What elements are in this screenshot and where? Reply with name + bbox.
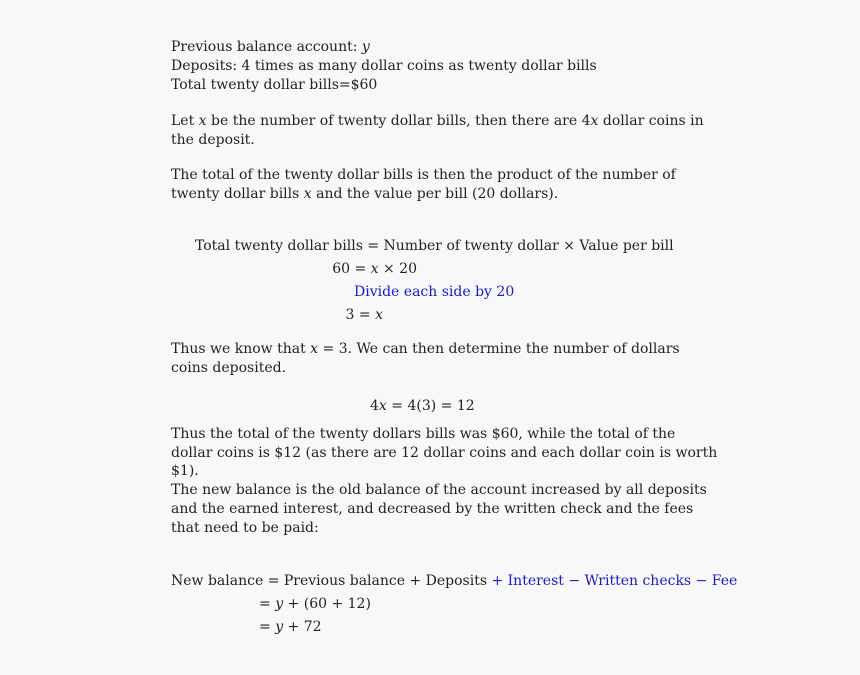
equation-3-row-1 xyxy=(171,572,737,591)
paragraph-4-line-6: that need to be paid: xyxy=(171,520,319,536)
total-bills-line: Total twenty dollar bills=$60 xyxy=(171,77,378,93)
text-span: dollar coins in xyxy=(598,113,704,129)
variable-x: x xyxy=(375,307,383,323)
variable-x: x xyxy=(590,113,599,129)
previous-balance-line xyxy=(171,38,370,57)
paragraph-1-line-1 xyxy=(171,112,704,131)
text-span: and the value per bill (20 dollars). xyxy=(311,186,559,202)
paragraph-3-line-1 xyxy=(171,340,680,359)
paragraph-1-line-2: the deposit. xyxy=(171,132,255,148)
text-span: 3 = xyxy=(345,307,376,323)
paragraph-4-line-1: Thus the total of the twenty dollars bills was $60, while the total of the xyxy=(171,426,676,442)
equation-2 xyxy=(370,397,475,416)
variable-y: y xyxy=(275,619,284,635)
text-span: = 3. We can then determine the number of dollars xyxy=(318,341,680,357)
paragraph-2-line-2 xyxy=(171,185,558,204)
variable-x: x xyxy=(310,341,319,357)
paragraph-4-line-3: $1). xyxy=(171,463,199,479)
variable-x: x xyxy=(370,261,379,277)
text-span: twenty dollar bills xyxy=(171,186,304,202)
text-span: be the number of twenty dollar bills, then there are 4 xyxy=(206,113,591,129)
equation-1-row-1: Total twenty dollar bills = Number of twenty dollar × Value per bill xyxy=(195,238,674,254)
highlighted-terms: + Interest − Written checks − Fee xyxy=(491,573,738,589)
paragraph-4-line-5: and the earned interest, and decreased by the written check and the fees xyxy=(171,501,694,517)
equation-1-row-2 xyxy=(260,260,417,279)
variable-x: x xyxy=(198,113,207,129)
text-span: + 72 xyxy=(283,619,322,635)
text-span: = xyxy=(259,619,276,635)
text-span: 60 = xyxy=(332,261,371,277)
paragraph-3-line-2: coins deposited. xyxy=(171,360,287,376)
text-span: + (60 + 12) xyxy=(283,596,371,612)
deposits-line: Deposits: 4 times as many dollar coins as twenty dollar bills xyxy=(171,58,597,74)
text-span: Let xyxy=(171,113,199,129)
text-span: Thus we know that xyxy=(171,341,311,357)
text-span: = 4(3) = 12 xyxy=(386,398,475,414)
variable-x: x xyxy=(378,398,387,414)
paragraph-4-line-2: dollar coins is $12 (as there are 12 dollar coins and each dollar coin is worth xyxy=(171,445,718,461)
equation-3-row-3 xyxy=(259,618,322,637)
previous-balance-label: Previous balance account: xyxy=(171,39,362,55)
paragraph-2-line-1: The total of the twenty dollar bills is then the product of the number of xyxy=(171,167,676,183)
paragraph-4-line-4: The new balance is the old balance of the account increased by all deposits xyxy=(171,482,707,498)
text-span: New balance = Previous balance + Deposits xyxy=(171,573,492,589)
equation-3-row-2 xyxy=(259,595,371,614)
text-span: 4 xyxy=(370,398,379,414)
variable-y: y xyxy=(361,39,370,55)
divide-step-annotation: Divide each side by 20 xyxy=(354,284,515,300)
text-span: × 20 xyxy=(378,261,417,277)
variable-x: x xyxy=(303,186,312,202)
text-span: = xyxy=(259,596,276,612)
equation-1-row-4 xyxy=(300,306,383,325)
variable-y: y xyxy=(275,596,284,612)
